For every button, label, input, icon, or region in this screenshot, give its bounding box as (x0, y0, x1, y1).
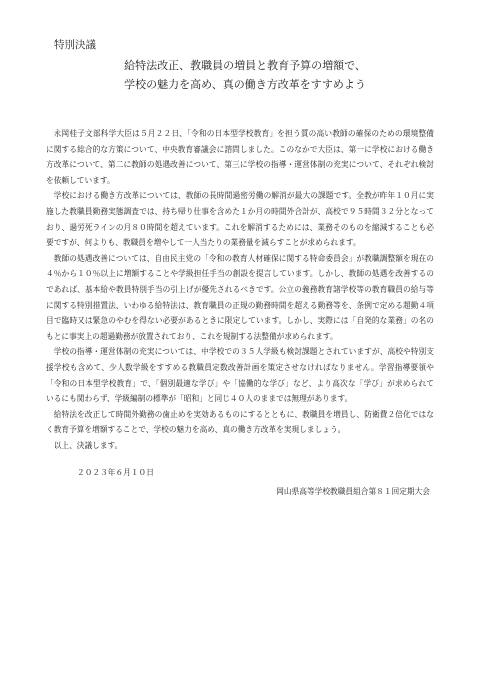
resolution-title (46, 56, 434, 94)
body-paragraph-3: 教師の処遇改善については、自由民主党の「令和の教育人材確保に関する特命委員会」が教職調整額を現在の４％から１０％以上に増額することや学級担任手当の創設を提言しています。しかし、教師の処遇を改善するのであれば、基本給や教員特別手当の引上げが優先されるべきです。公立の義務教育諸学校等の教育職員の給与等に関する特別措置法、いわゆる給特法は、教育職員の正規の勤務時間を超える勤務等を、条例で定める超勤４項目で臨時又は緊急のやむを得ない必要があるときに限定しています。しかし、実際には「自発的な業務」の名のもとに事実上の超過勤務が放置されており、これを規制する法整備が求められます。 (46, 253, 434, 341)
resolution-date: ２０２３年６月１０日 (77, 468, 154, 478)
body-paragraph-5: 給特法を改正して時間外勤務の歯止めを実効あるものにするとともに、教職員を増員し、防衛費２倍化ではなく教育予算を増額することで、学校の魅力を高め、真の働き方改革を実現しましょう。 (46, 409, 434, 435)
resolution-title-line-1: 給特法改正、教職員の増員と教育予算の増額で、 (124, 59, 366, 72)
closing-statement: 以上、決議します。 (53, 440, 123, 450)
resolution-body (46, 126, 434, 453)
document-heading: 特別決議 (54, 39, 96, 51)
resolution-title-line-2: 学校の魅力を高め、真の働き方改革をすすめよう (124, 78, 366, 91)
body-paragraph-2: 学校における働き方改革については、教師の長時間過密労働の解消が最大の課題です。全教が昨年１０月に実施した教職員勤務実態調査では、持ち帰り仕事を含めた１か月の時間外合計が、高校で９５時間３２分となっており、過労死ラインの月８０時間を超えています。これを解消するためには、業務そのものを縮減することも必要ですが、何よりも、教職員を増やして一人当たりの業務量を減らすことが求められます。 (46, 191, 434, 248)
body-paragraph-4: 学校の指導・運営体制の充実については、中学校での３５人学級も検討課題とされていますが、高校や特別支援学校も含めて、少人数学級をすすめる教職員定数改善計画を策定させなければなりません。学習指導要領や「令和の日本型学校教育」で、「個別最適な学び」や「協働的な学び」など、より高次な「学び」が求められているにも関わらず、学級編制の標準が「昭和」と同じ４０人のままでは無理があります。 (46, 347, 434, 404)
body-paragraph-1: 永岡桂子文部科学大臣は５月２２日、「令和の日本型学校教育」を担う質の高い教師の確保のための環境整備に関する総合的な方策について、中央教育審議会に諮問しました。このなかで大臣は、第一に学校における働き方改革について、第二に教師の処遇改善について、第三に学校の指導・運営体制の充実について、それぞれ検討を依頼しています。 (46, 129, 434, 185)
organization-name: 岡山県高等学校教職員組合第８１回定期大会 (276, 487, 430, 497)
